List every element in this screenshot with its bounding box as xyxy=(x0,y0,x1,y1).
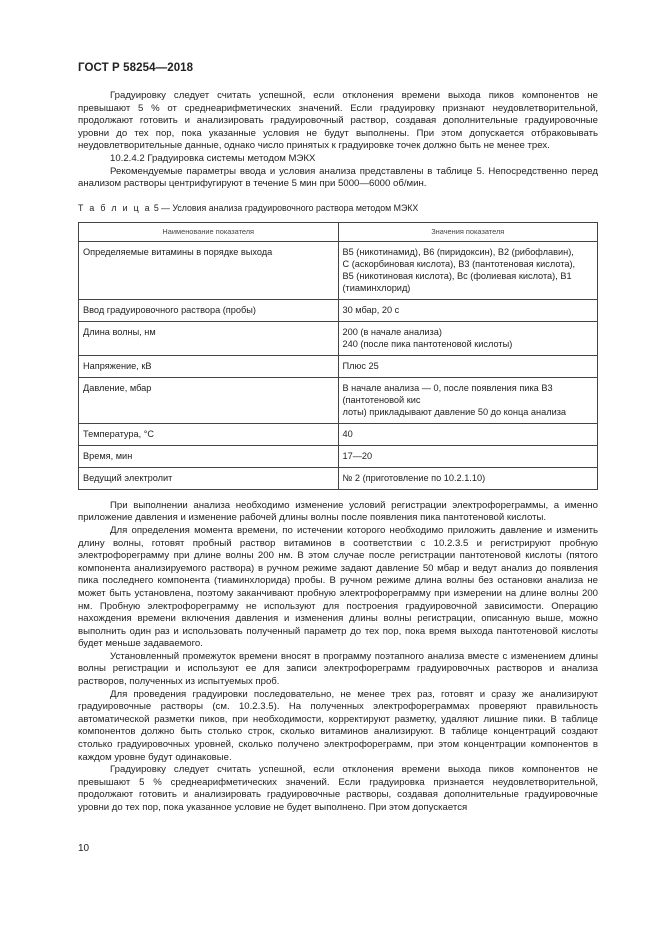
value-line: B5 (никотиновая кислота), Bc (фолиевая кислота), B1 (тиаминхлорид) xyxy=(342,270,572,293)
table-row xyxy=(79,467,598,489)
table-row xyxy=(79,377,598,423)
row-name: Ввод градуировочного раствора (пробы) xyxy=(79,299,339,321)
table-row xyxy=(79,445,598,467)
value-line: 240 (после пика пантотеновой кислоты) xyxy=(342,338,513,349)
row-value xyxy=(338,241,598,299)
row-value xyxy=(338,467,598,489)
row-name: Время, мин xyxy=(79,445,339,467)
value-line: 40 xyxy=(342,428,353,439)
table-caption-label: Т а б л и ц а xyxy=(78,202,152,213)
row-name: Длина волны, нм xyxy=(79,321,339,355)
page-number: 10 xyxy=(78,843,90,854)
value-line: C (аскорбиновая кислота), B3 (пантотеновая кислота), xyxy=(342,258,576,269)
paragraph: Градуировку следует считать успешной, если отклонения времени выхода пиков компонентов не превышают 5 % от среднеарифметических значений. Если градуировку признают неудовлетворительной, продолжают готовить и анализировать градуировочный раствор, создавая дополнительные градуировочные уровни до тех пор, пока указанные условия не будут выполнены. При этом допускается отбраковывать неудовлетворительные данные, однако число принятых к градуировке точек должно быть не менее трех. xyxy=(78,90,598,152)
paragraph: Рекомендуемые параметры ввода и условия анализа представлены в таблице 5. Непосредственно перед анализом растворы центрифугируют в течение 5 мин при 5000—6000 об/мин. xyxy=(78,165,598,190)
paragraph: Установленный промежуток времени вносят в программу поэтапного анализа вместе с изменением длины волны регистрации и используют ее для записи электрофореграмм градуировочных растворов и анализа растворов, полученных из испытуемых проб. xyxy=(78,650,598,688)
value-line: B5 (никотинамид), B6 (пиридоксин), B2 (рибофлавин), xyxy=(342,246,574,257)
row-value xyxy=(338,445,598,467)
row-value xyxy=(338,355,598,377)
table-row xyxy=(79,299,598,321)
value-line: лоты) прикладывают давление 50 до конца анализа xyxy=(342,406,567,417)
row-value xyxy=(338,321,598,355)
paragraph: Градуировку следует считать успешной, если отклонения времени выхода пиков компонентов не превышают 5 % среднеарифметических значений. Если градуировка признается неудовлетворительной, продолжают готовить и анализировать градуировочные растворы, создавая дополнительные градуировочные уровни до тех пор, пока указанное условие не будет выполнено. При этом допускается xyxy=(78,764,598,813)
paragraphs-top xyxy=(78,90,598,191)
value-line: 17—20 xyxy=(342,450,373,461)
document-header: ГОСТ Р 58254—2018 xyxy=(78,62,194,74)
document-body xyxy=(78,90,598,815)
value-line: 30 мбар, 20 с xyxy=(342,304,400,315)
table-row xyxy=(79,241,598,299)
table-row xyxy=(79,321,598,355)
paragraph: Для определения момента времени, по истечении которого необходимо приложить давление и изменить длину волны, готовят пробный раствор витаминов в соответствии с 10.2.3.5 и регистрируют пробную электрофореграмму при длине волны 200 нм. В этом случае после регистрации пантотеновой кислоты (пятого компонента анализируемого раствора) в ручном режиме задают давление 50 мбар и ведут анализ до появления пика последнего компонента (тиаминхлорида) пробы. В ручном режиме длина волны без остановки анализа не может быть установлена, поэтому заканчивают пробную электрофореграмму при измерении на длине волны 200 нм. Пробную электрофореграмму не используют для построения градуировочной зависимости. Операцию нахождения времени включения давления и изменения длины волны регистрации, описанную выше, можно выполнить один раз и использовать полученный параметр до тех пор, пока время выхода пантотеновой кислоты будет меньше задаваемого. xyxy=(78,524,598,650)
paragraph: Для проведения градуировки последовательно, не менее трех раз, готовят и сразу же анализируют градуировочные растворы (см. 10.2.3.5). На полученных электрофореграммах проверяют правильность автоматической разметки пиков, при необходимости, корректируют разметку, удаляют лишние пики. В таблице компонентов должно быть столько строк, сколько витаминов анализируют. В таблице концентраций создают столько градуировочных уровней, сколько получено электрофореграмм, при этом концентрации компонентов в каждом уровне будут одинаковые. xyxy=(78,688,598,763)
row-name: Давление, мбар xyxy=(79,377,339,423)
section-heading: 10.2.4.2 Градуировка системы методом МЭКХ xyxy=(110,152,316,164)
value-line: В начале анализа — 0, после появления пика B3 (пантотеновой кис xyxy=(342,382,553,405)
table-caption-text: 5 — Условия анализа градуировочного раствора методом МЭКХ xyxy=(153,202,419,213)
row-name: Напряжение, кВ xyxy=(79,355,339,377)
table-header-row xyxy=(79,222,598,241)
conditions-table xyxy=(78,222,598,490)
table-row xyxy=(79,355,598,377)
paragraph: При выполнении анализа необходимо изменение условий регистрации электрофореграммы, а именно приложение давления и изменение рабочей длины волны после появления пика пантотеновой кислоты. xyxy=(78,499,598,524)
value-line: № 2 (приготовление по 10.2.1.10) xyxy=(342,472,486,483)
table-row xyxy=(79,423,598,445)
row-name: Определяемые витамины в порядке выхода xyxy=(79,241,339,299)
value-line: 200 (в начале анализа) xyxy=(342,326,442,337)
header-indicator-name: Наименование показателя xyxy=(79,222,339,241)
row-value xyxy=(338,423,598,445)
row-value xyxy=(338,377,598,423)
table-caption xyxy=(78,203,598,214)
row-value xyxy=(338,299,598,321)
paragraphs-bottom xyxy=(78,500,598,815)
row-name: Температура, °С xyxy=(79,423,339,445)
value-line: Плюс 25 xyxy=(342,360,379,371)
row-name: Ведущий электролит xyxy=(79,467,339,489)
header-indicator-value: Значения показателя xyxy=(338,222,598,241)
